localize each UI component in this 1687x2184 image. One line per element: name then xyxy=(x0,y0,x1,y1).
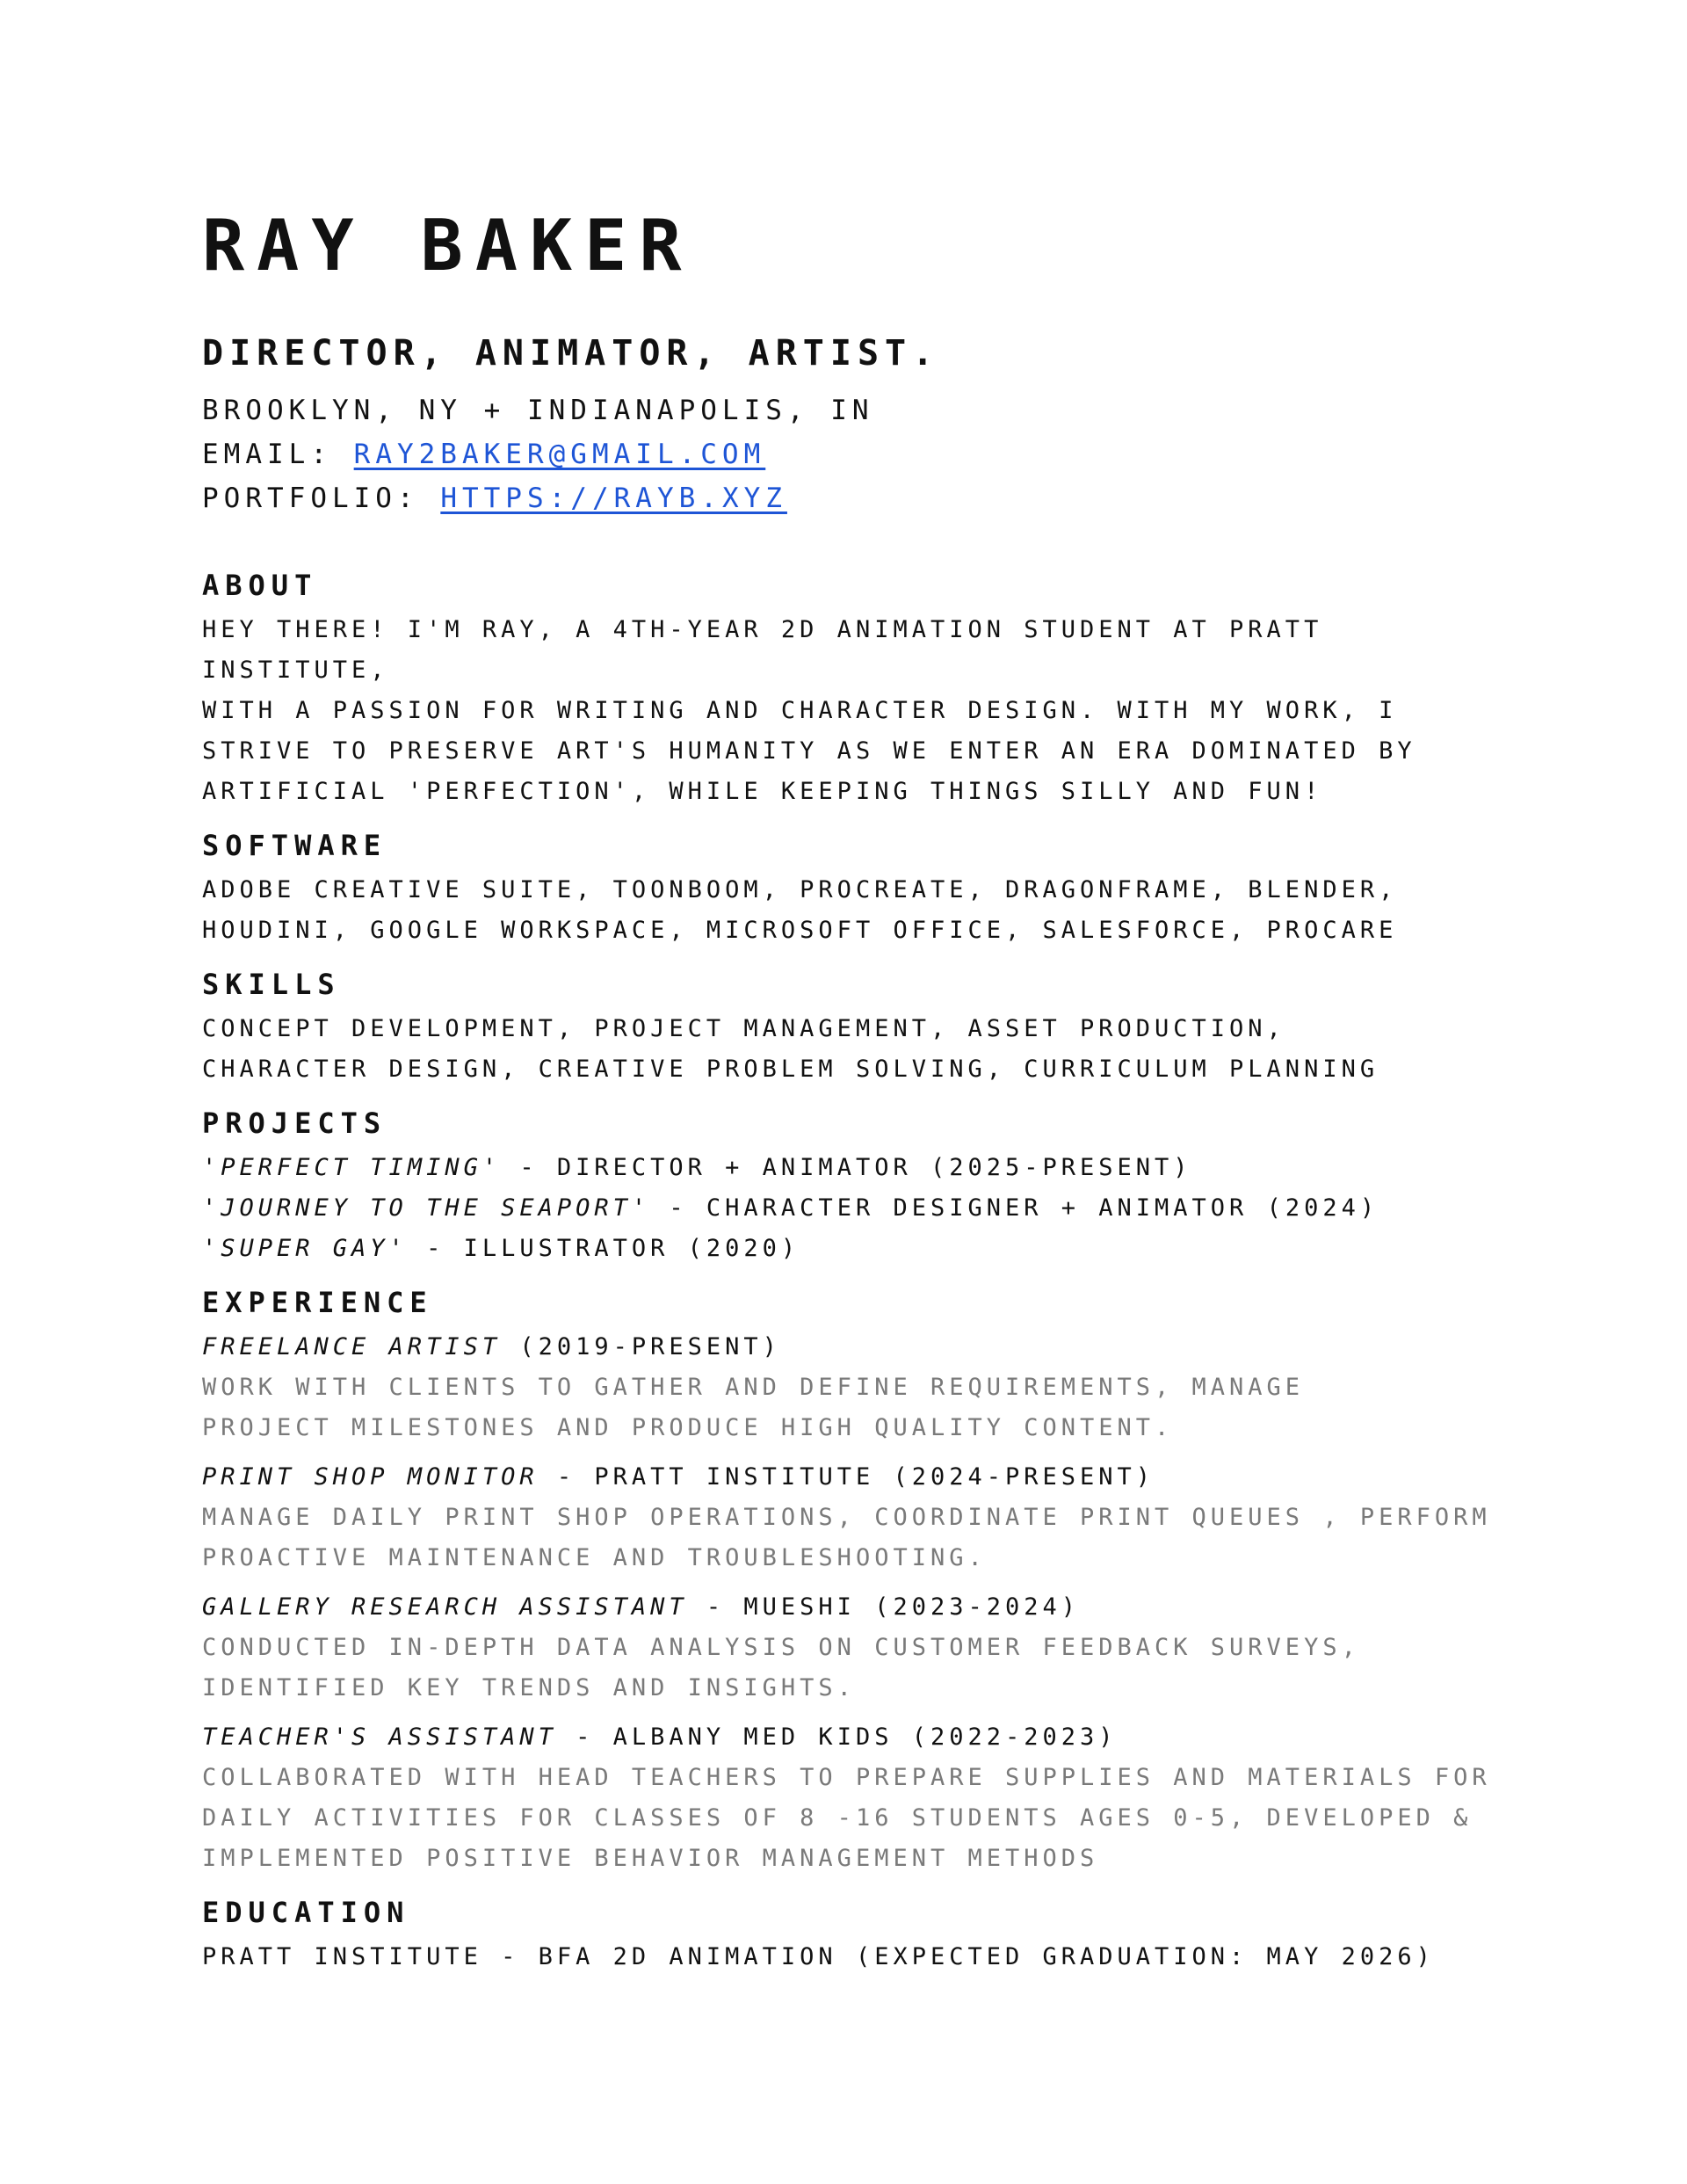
job-heading xyxy=(202,1327,1520,1368)
job-role: PRINT SHOP MONITOR xyxy=(202,1463,539,1491)
projects-list xyxy=(202,1148,1520,1269)
skills-title: SKILLS xyxy=(202,968,341,1001)
location-line: BROOKLYN, NY + INDIANAPOLIS, IN xyxy=(202,395,874,426)
experience-title: EXPERIENCE xyxy=(202,1286,433,1319)
software-text xyxy=(202,870,1520,951)
job-desc-line: MANAGE DAILY PRINT SHOP OPERATIONS, COORDINATE PRINT QUEUES , PERFORM xyxy=(202,1504,1491,1531)
job-heading xyxy=(202,1457,1520,1498)
job-detail: - ALBANY MED KIDS (2022-2023) xyxy=(556,1723,1118,1751)
projects-title: PROJECTS xyxy=(202,1107,387,1140)
about-line: STRIVE TO PRESERVE ART'S HUMANITY AS WE ENTER AN ERA DOMINATED BY xyxy=(202,737,1416,765)
email-line xyxy=(202,432,1520,476)
software-line: HOUDINI, GOOGLE WORKSPACE, MICROSOFT OFFICE, SALESFORCE, PROCARE xyxy=(202,917,1398,944)
job-role: FREELANCE ARTIST xyxy=(202,1333,502,1360)
software-title: SOFTWARE xyxy=(202,829,387,862)
job-role: TEACHER'S ASSISTANT xyxy=(202,1723,557,1751)
software-section xyxy=(202,831,1520,951)
job-desc-line: COLLABORATED WITH HEAD TEACHERS TO PREPARE SUPPLIES AND MATERIALS FOR xyxy=(202,1764,1491,1791)
about-text xyxy=(202,610,1520,812)
experience-section xyxy=(202,1288,1520,1879)
skills-line: CHARACTER DESIGN, CREATIVE PROBLEM SOLVING, CURRICULUM PLANNING xyxy=(202,1056,1379,1083)
portfolio-link[interactable]: HTTPS://RAYB.XYZ xyxy=(440,483,787,514)
education-section xyxy=(202,1898,1520,1977)
skills-line: CONCEPT DEVELOPMENT, PROJECT MANAGEMENT, ASSET PRODUCTION, xyxy=(202,1015,1285,1042)
software-line: ADOBE CREATIVE SUITE, TOONBOOM, PROCREATE, DRAGONFRAME, BLENDER, xyxy=(202,876,1398,903)
portfolio-label: PORTFOLIO: xyxy=(202,483,441,514)
projects-section xyxy=(202,1109,1520,1269)
job-heading xyxy=(202,1717,1520,1758)
about-line: WITH A PASSION FOR WRITING AND CHARACTER DESIGN. WITH MY WORK, I xyxy=(202,697,1398,724)
job-heading xyxy=(202,1587,1520,1628)
job-entry xyxy=(202,1587,1520,1709)
project-name: 'SUPER GAY' xyxy=(202,1235,408,1262)
job-desc-line: IMPLEMENTED POSITIVE BEHAVIOR MANAGEMENT METHODS xyxy=(202,1845,1099,1872)
project-detail: - DIRECTOR + ANIMATOR (2025-PRESENT) xyxy=(501,1154,1192,1181)
job-detail: - MUESHI (2023-2024) xyxy=(687,1593,1081,1621)
portfolio-line xyxy=(202,476,1520,520)
project-item xyxy=(202,1188,1520,1229)
project-detail: - ILLUSTRATOR (2020) xyxy=(407,1235,800,1262)
project-name: 'PERFECT TIMING' xyxy=(202,1154,502,1181)
skills-section xyxy=(202,970,1520,1090)
education-line: PRATT INSTITUTE - BFA 2D ANIMATION (EXPECTED GRADUATION: MAY 2026) xyxy=(202,1943,1435,1970)
job-desc-line: WORK WITH CLIENTS TO GATHER AND DEFINE REQUIREMENTS, MANAGE xyxy=(202,1374,1305,1401)
project-item xyxy=(202,1148,1520,1188)
job-entry xyxy=(202,1457,1520,1578)
about-line: ARTIFICIAL 'PERFECTION', WHILE KEEPING THINGS SILLY AND FUN! xyxy=(202,778,1323,805)
about-title: ABOUT xyxy=(202,569,318,602)
about-section xyxy=(202,571,1520,812)
project-detail: - CHARACTER DESIGNER + ANIMATOR (2024) xyxy=(650,1194,1379,1222)
resume-name: RAY BAKER xyxy=(202,205,694,287)
skills-text xyxy=(202,1009,1520,1090)
resume-page xyxy=(202,205,1520,1977)
about-line: HEY THERE! I'M RAY, A 4TH-YEAR 2D ANIMATION STUDENT AT PRATT INSTITUTE, xyxy=(202,616,1323,684)
email-link[interactable]: RAY2BAKER@GMAIL.COM xyxy=(353,439,766,470)
resume-tagline: DIRECTOR, ANIMATOR, ARTIST. xyxy=(202,333,940,374)
job-desc-line: PROJECT MILESTONES AND PRODUCE HIGH QUALITY CONTENT. xyxy=(202,1414,1174,1441)
email-label: EMAIL: xyxy=(202,439,354,470)
project-item xyxy=(202,1229,1520,1269)
job-desc-line: DAILY ACTIVITIES FOR CLASSES OF 8 -16 STUDENTS AGES 0-5, DEVELOPED & xyxy=(202,1804,1473,1832)
job-desc-line: CONDUCTED IN-DEPTH DATA ANALYSIS ON CUSTOMER FEEDBACK SURVEYS, xyxy=(202,1634,1360,1661)
job-entry xyxy=(202,1327,1520,1448)
job-desc-line: PROACTIVE MAINTENANCE AND TROUBLESHOOTING. xyxy=(202,1544,987,1571)
job-entry xyxy=(202,1717,1520,1879)
education-title: EDUCATION xyxy=(202,1896,410,1929)
job-desc-line: IDENTIFIED KEY TRENDS AND INSIGHTS. xyxy=(202,1674,856,1701)
job-detail: - PRATT INSTITUTE (2024-PRESENT) xyxy=(538,1463,1155,1491)
job-detail: (2019-PRESENT) xyxy=(501,1333,781,1360)
project-name: 'JOURNEY TO THE SEAPORT' xyxy=(202,1194,651,1222)
job-role: GALLERY RESEARCH ASSISTANT xyxy=(202,1593,688,1621)
